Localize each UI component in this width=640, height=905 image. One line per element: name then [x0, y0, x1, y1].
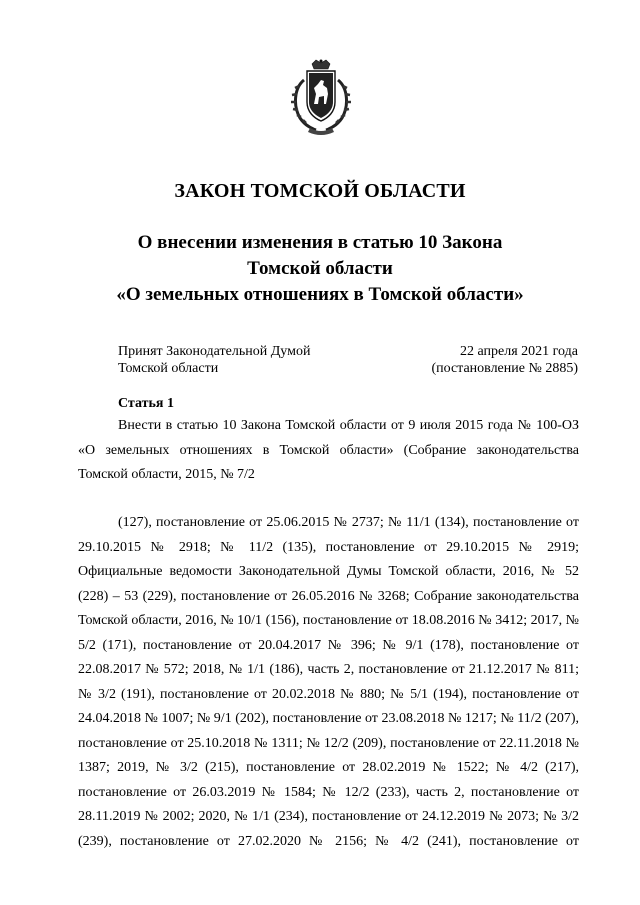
- adoption-date-line: 22 апреля 2021 года: [460, 344, 578, 359]
- law-subtitle-line: О внесении изменения в статью 10 Закона: [137, 232, 503, 253]
- paragraph-line: (228) – 53 (229), постановление от 26.05.2016 № 3268; Собрание законодательства: [78, 588, 579, 604]
- article-heading: Статья 1: [118, 396, 174, 411]
- law-subtitle: [80, 230, 560, 308]
- resolution-number: (постановление № 2885): [431, 361, 578, 376]
- paragraph-line: 22.08.2017 № 572; 2018, № 1/1 (186), часть 2, постановление от 21.12.2017 № 811;: [78, 662, 579, 677]
- paragraph-line: 29.10.2015 № 2918; № 11/2 (135), постановление от 29.10.2015 № 2919;: [78, 539, 579, 555]
- article-paragraph-2: [78, 511, 579, 854]
- paragraph-line: «О земельных отношениях в Томской области» (Собрание законодательства: [78, 442, 579, 458]
- article-paragraph-1: [78, 414, 579, 488]
- paragraph-line: 28.11.2019 № 2002; 2020, № 1/1 (234), постановление от 24.12.2019 № 2073; № 3/2: [78, 809, 579, 824]
- paragraph-line: № 3/2 (191), постановление от 20.02.2018 № 880; № 5/1 (194), постановление от: [78, 686, 579, 702]
- law-subtitle-line: «О земельных отношениях в Томской области»: [116, 284, 524, 305]
- paragraph-line: (239), постановление от 27.02.2020 № 2156; № 4/2 (241), постановление от: [78, 833, 579, 849]
- paragraph-line: (127), постановление от 25.06.2015 № 2737; № 11/1 (134), постановление от: [118, 515, 579, 530]
- tomsk-oblast-coat-of-arms-icon: [290, 58, 352, 138]
- paragraph-line: 24.04.2018 № 1007; № 9/1 (202), постановление от 23.08.2018 № 1217; № 11/2 (207),: [78, 711, 579, 726]
- adopted-by-line: Томской области: [118, 361, 219, 376]
- paragraph-line: Внести в статью 10 Закона Томской области от 9 июля 2015 года № 100-ОЗ: [118, 418, 579, 433]
- paragraph-line: постановление от 25.10.2018 № 1311; № 12/2 (209), постановление от 22.11.2018 №: [78, 735, 579, 751]
- paragraph-line: Официальные ведомости Законодательной Думы Томской области, 2016, № 52: [78, 564, 579, 579]
- paragraph-line: 1387; 2019, № 3/2 (215), постановление от 28.02.2019 № 1522; № 4/2 (217),: [78, 760, 579, 775]
- law-title: ЗАКОН ТОМСКОЙ ОБЛАСТИ: [174, 180, 466, 202]
- adopted-by-line: Принят Законодательной Думой: [118, 344, 311, 359]
- adoption-date: [431, 343, 578, 377]
- paragraph-line: 5/2 (171), постановление от 20.04.2017 № 396; № 9/1 (178), постановление от: [78, 637, 579, 653]
- paragraph-line: Томской области, 2015, № 7/2: [78, 467, 255, 482]
- adopted-by: [118, 343, 310, 377]
- law-subtitle-line: Томской области: [247, 258, 393, 279]
- paragraph-line: постановление от 26.03.2019 № 1584; № 12/2 (233), часть 2, постановление от: [78, 784, 579, 800]
- paragraph-line: Томской области, 2016, № 10/1 (156), постановление от 18.08.2016 № 3412; 2017, №: [78, 613, 579, 628]
